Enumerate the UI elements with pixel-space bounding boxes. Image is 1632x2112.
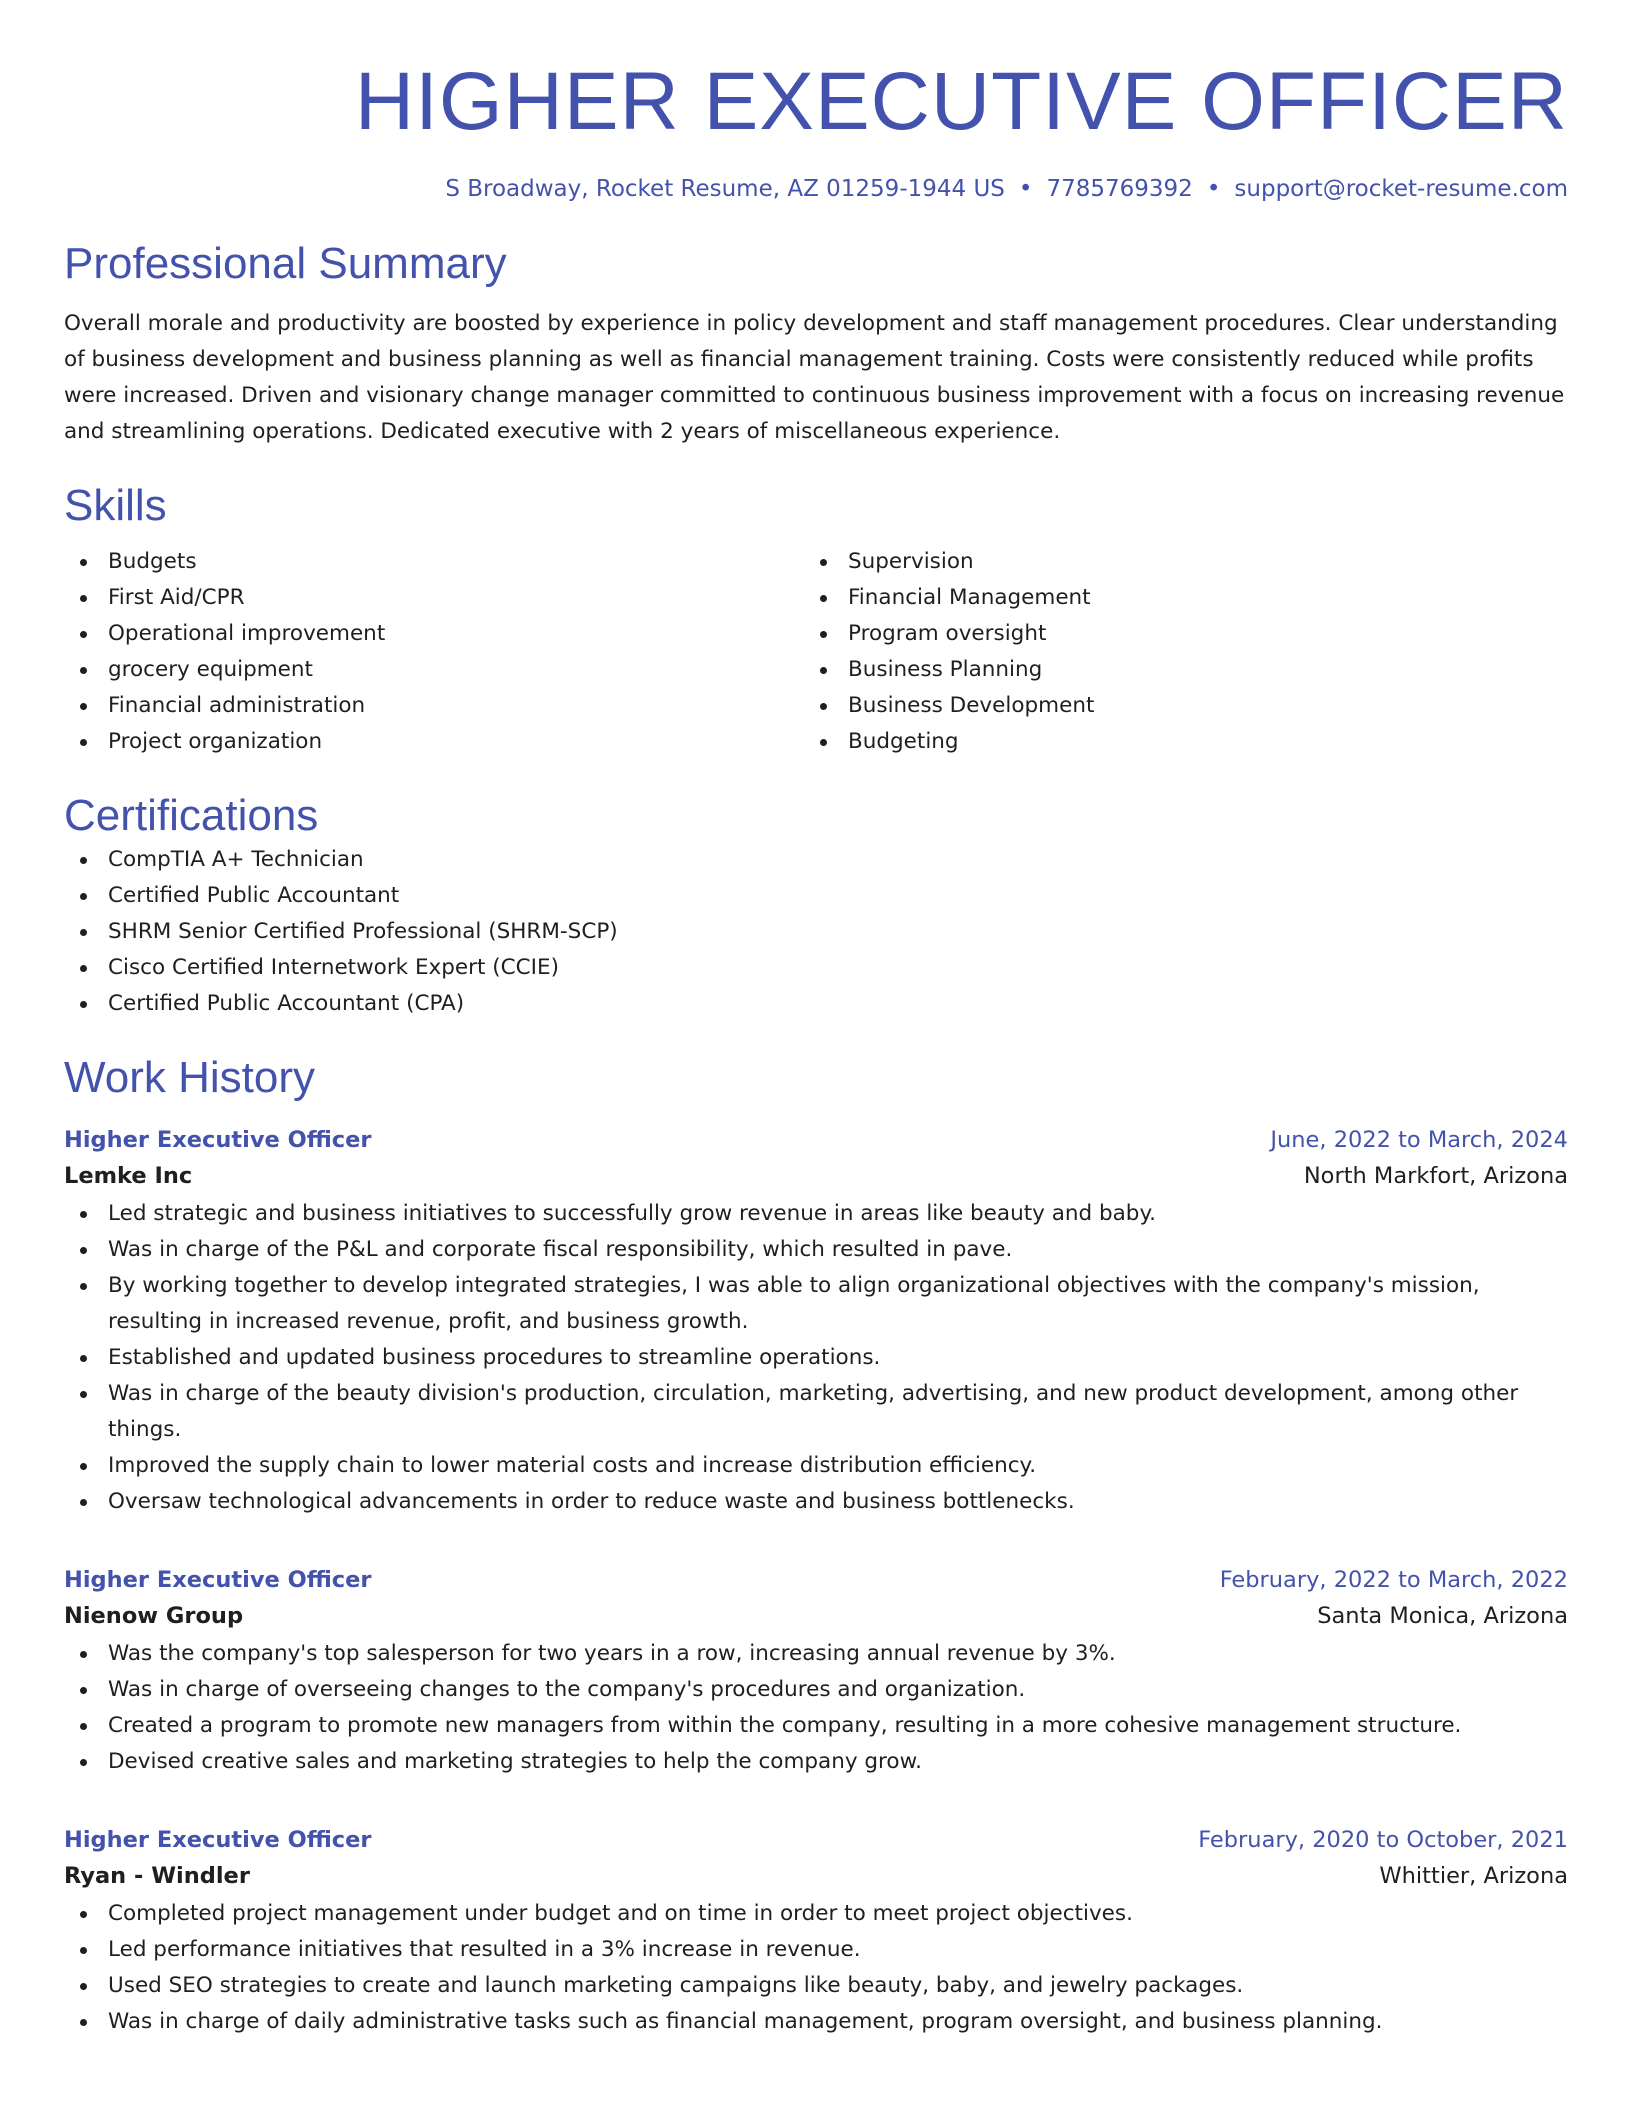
skill-item: Business Planning [804, 652, 1544, 688]
job-header-row [64, 1124, 1568, 1156]
job-bullet: Improved the supply chain to lower material costs and increase distribution efficiency. [64, 1448, 1568, 1484]
contact-separator: • [1018, 176, 1033, 202]
skill-item: Project organization [64, 724, 804, 760]
contact-line [64, 174, 1568, 204]
job-dates: June, 2022 to March, 2024 [1270, 1127, 1568, 1153]
certification-item: Cisco Certified Internetwork Expert (CCIE) [64, 950, 1568, 986]
skills-column-left [64, 544, 804, 760]
job-bullet: Led performance initiatives that resulted in a 3% increase in revenue. [64, 1932, 1568, 1968]
contact-separator: • [1206, 176, 1221, 202]
certification-item: SHRM Senior Certified Professional (SHRM-SCP) [64, 914, 1568, 950]
certifications-list [64, 842, 1568, 1022]
job-bullet: Established and updated business procedures to streamline operations. [64, 1340, 1568, 1376]
job-bullet: Was in charge of overseeing changes to the company's procedures and organization. [64, 1672, 1568, 1708]
candidate-name: HIGHER EXECUTIVE OFFICER [354, 56, 1568, 147]
job-bullet: Was in charge of the beauty division's production, circulation, marketing, advertising, and new product development, among other things. [64, 1376, 1568, 1448]
job-bullet: Completed project management under budget and on time in order to meet project objectives. [64, 1896, 1568, 1932]
job-company: Ryan - Windler [64, 1863, 250, 1889]
certification-item: Certified Public Accountant (CPA) [64, 986, 1568, 1022]
skill-item: Financial administration [64, 688, 804, 724]
job-bullet: Was in charge of daily administrative tasks such as financial management, program oversight, and business planning. [64, 2004, 1568, 2040]
job-entry [64, 1564, 1568, 1780]
job-entry [64, 1824, 1568, 2040]
section-title-work-history: Work History [64, 1053, 315, 1102]
job-bullet: Used SEO strategies to create and launch marketing campaigns like beauty, baby, and jewelry packages. [64, 1968, 1568, 2004]
skill-item: First Aid/CPR [64, 580, 804, 616]
job-title: Higher Executive Officer [64, 1567, 372, 1593]
skill-item: Program oversight [804, 616, 1544, 652]
job-company: Nienow Group [64, 1603, 244, 1629]
skills-column-right [804, 544, 1544, 760]
job-bullet: Created a program to promote new managers from within the company, resulting in a more cohesive management structure. [64, 1708, 1568, 1744]
section-title-certifications: Certifications [64, 791, 319, 840]
skill-item: grocery equipment [64, 652, 804, 688]
job-dates: February, 2022 to March, 2022 [1219, 1567, 1568, 1593]
job-header-row [64, 1824, 1568, 1856]
skill-item: Operational improvement [64, 616, 804, 652]
job-location: Santa Monica, Arizona [1317, 1603, 1568, 1629]
job-bullet: Led strategic and business initiatives to successfully grow revenue in areas like beauty and baby. [64, 1196, 1568, 1232]
job-header-row [64, 1564, 1568, 1596]
job-company-row [64, 1156, 1568, 1196]
summary-text: Overall morale and productivity are boosted by experience in policy development and staff management procedures. Clear understanding of business development and business planning as well as financial management training. Costs were consistently reduced while profits were increased. Driven and visionary change manager committed to continuous business improvement with a focus on increasing revenue and streamlining operations. Dedicated executive with 2 years of miscellaneous experience. [64, 311, 1565, 444]
job-company: Lemke Inc [64, 1163, 193, 1189]
skill-item: Financial Management [804, 580, 1544, 616]
job-bullets [64, 1636, 1568, 1780]
contact-address: S Broadway, Rocket Resume, AZ 01259-1944 US [445, 176, 1005, 202]
job-company-row [64, 1856, 1568, 1896]
skill-item: Business Development [804, 688, 1544, 724]
section-title-skills: Skills [64, 481, 167, 530]
job-bullet: Oversaw technological advancements in order to reduce waste and business bottlenecks. [64, 1484, 1568, 1520]
section-title-summary: Professional Summary [64, 239, 507, 288]
job-bullets [64, 1196, 1568, 1520]
skill-item: Budgeting [804, 724, 1544, 760]
skills-list-left [64, 544, 804, 760]
skill-item: Supervision [804, 544, 1544, 580]
resume-header [64, 52, 1568, 204]
job-bullet: Devised creative sales and marketing strategies to help the company grow. [64, 1744, 1568, 1780]
skills-list-right [804, 544, 1544, 760]
certification-item: Certified Public Accountant [64, 878, 1568, 914]
job-location: North Markfort, Arizona [1303, 1163, 1568, 1189]
skill-item: Budgets [64, 544, 804, 580]
job-company-row [64, 1596, 1568, 1636]
job-bullet: By working together to develop integrated strategies, I was able to align organizational objectives with the company's mission, resulting in increased revenue, profit, and business growth. [64, 1268, 1568, 1340]
job-bullet: Was in charge of the P&L and corporate fiscal responsibility, which resulted in pave. [64, 1232, 1568, 1268]
job-bullets [64, 1896, 1568, 2040]
contact-email: support@rocket-resume.com [1234, 176, 1568, 202]
job-dates: February, 2020 to October, 2021 [1198, 1827, 1568, 1853]
job-location: Whittier, Arizona [1379, 1863, 1568, 1889]
skills-grid [64, 544, 1568, 760]
certification-item: CompTIA A+ Technician [64, 842, 1568, 878]
contact-phone: 7785769392 [1046, 176, 1193, 202]
job-entry [64, 1124, 1568, 1520]
job-title: Higher Executive Officer [64, 1127, 372, 1153]
job-bullet: Was the company's top salesperson for two years in a row, increasing annual revenue by 3%. [64, 1636, 1568, 1672]
job-title: Higher Executive Officer [64, 1827, 372, 1853]
